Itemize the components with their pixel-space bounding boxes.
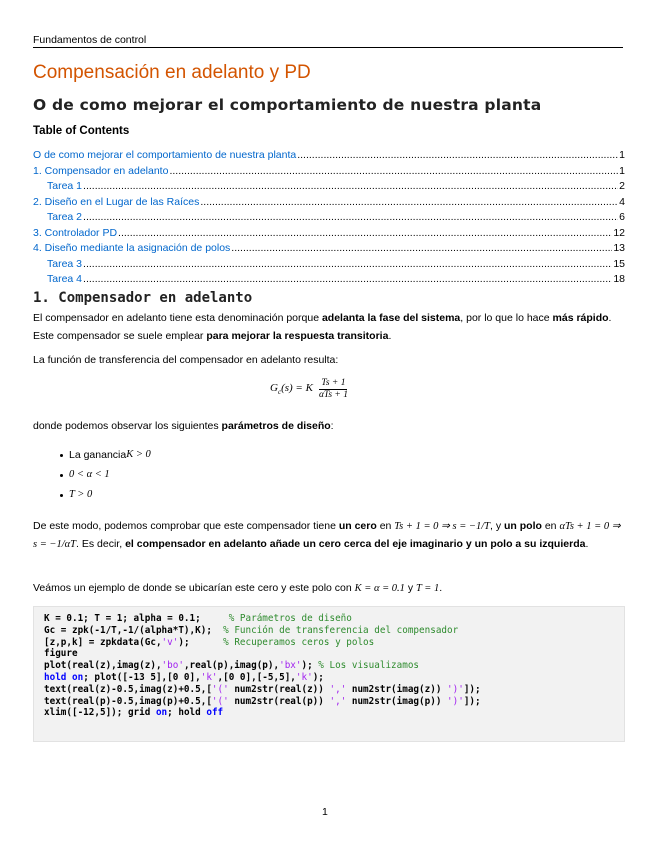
code-line: figure: [44, 648, 78, 660]
code-line: [z,p,k] = zpkdata(Gc,'v'); % Recuperamos ceros y polos: [44, 636, 375, 648]
table-of-contents: [33, 148, 625, 288]
page-title: Compensación en adelanto y PD: [33, 62, 311, 83]
toc-link[interactable]: O de como mejorar el comportamiento de nuestra planta ..... 1: [33, 148, 625, 164]
toc-link[interactable]: Tarea 1 ..... 2: [33, 179, 625, 195]
transfer-function-intro: La función de transferencia del compensador en adelanto resulta:: [33, 354, 339, 366]
formula-fraction: $\frac{Ts + 1}{\text{αTs + 1}}$: [318, 378, 348, 400]
code-line: plot(real(z),imag(z),'bo',real(p),imag(p),'bx'); % Los visualizamos: [44, 660, 420, 672]
toc-heading: Table of Contents: [33, 125, 130, 137]
design-params-list: [60, 445, 151, 505]
toc-link[interactable]: Tarea 4 ..... 18: [33, 272, 625, 288]
list-item: La ganancia K > 0: [60, 445, 151, 465]
bullet-icon: [60, 454, 63, 457]
transfer-function-formula: $G_c(s) = K$ $\frac{Ts + 1}{\text{αTs + 1}}$: [270, 378, 348, 400]
running-header: Fundamentos de control: [33, 34, 623, 48]
code-block[interactable]: [33, 606, 625, 742]
bullet-icon: [60, 474, 63, 477]
toc-link[interactable]: 4. Diseño mediante la asignación de polos ..... 13: [33, 241, 625, 257]
toc-link[interactable]: 2. Diseño en el Lugar de las Raíces ..... 4: [33, 195, 625, 211]
zero-pole-paragraph: De este modo, podemos comprobar que este compensador tiene un cero en Ts + 1 = 0 ⇒ s = −1/T, y un polo en αTs + 1 = 0 ⇒ s = −1/αT. Es decir, el compensador en adelanto añade un cero cerca del eje imaginario y un polo a su izquierda.: [33, 520, 621, 550]
toc-link[interactable]: 1. Compensador en adelanto ..... 1: [33, 164, 625, 180]
list-item: 0 < α < 1: [60, 465, 151, 485]
code-line: K = 0.1; T = 1; alpha = 0.1; % Parámetros de diseño: [44, 613, 352, 624]
toc-link[interactable]: Tarea 2 ..... 6: [33, 210, 625, 226]
design-params-paragraph: donde podemos observar los siguientes parámetros de diseño:: [33, 420, 334, 432]
bullet-icon: [60, 494, 63, 497]
example-paragraph: Veámos un ejemplo de donde se ubicarían este cero y este polo con K = α = 0.1 y T = 1.: [33, 582, 443, 594]
toc-link[interactable]: Tarea 3 ..... 15: [33, 257, 625, 273]
intro-paragraph: El compensador en adelanto tiene esta denominación porque adelanta la fase del sistema, por lo que lo hace más rápido. Este compensador se suele emplear para mejorar la respuesta transitoria.: [33, 312, 612, 342]
code-line: Gc = zpk(-1/T,-1/(alpha*T),K); % Función de transferencia del compensador: [44, 624, 459, 636]
code-line: text(real(z)-0.5,imag(z)+0.5,['(' num2str(real(z)) ',' num2str(imag(z)) ')']);: [44, 683, 481, 695]
page-subtitle: O de como mejorar el comportamiento de nuestra planta: [33, 96, 542, 114]
code-line: xlim([-12,5]); grid on; hold off: [44, 707, 224, 719]
code-line: hold on; plot([-13 5],[0 0],'k',[0 0],[-5,5],'k');: [44, 671, 324, 683]
toc-link[interactable]: 3. Controlador PD ..... 12: [33, 226, 625, 242]
page-number: 1: [322, 806, 328, 818]
section-heading: 1. Compensador en adelanto: [33, 290, 253, 306]
code-line: text(real(p)-0.5,imag(p)+0.5,['(' num2str(real(p)) ',' num2str(imag(p)) ')']);: [44, 695, 481, 707]
list-item: T > 0: [60, 485, 151, 505]
